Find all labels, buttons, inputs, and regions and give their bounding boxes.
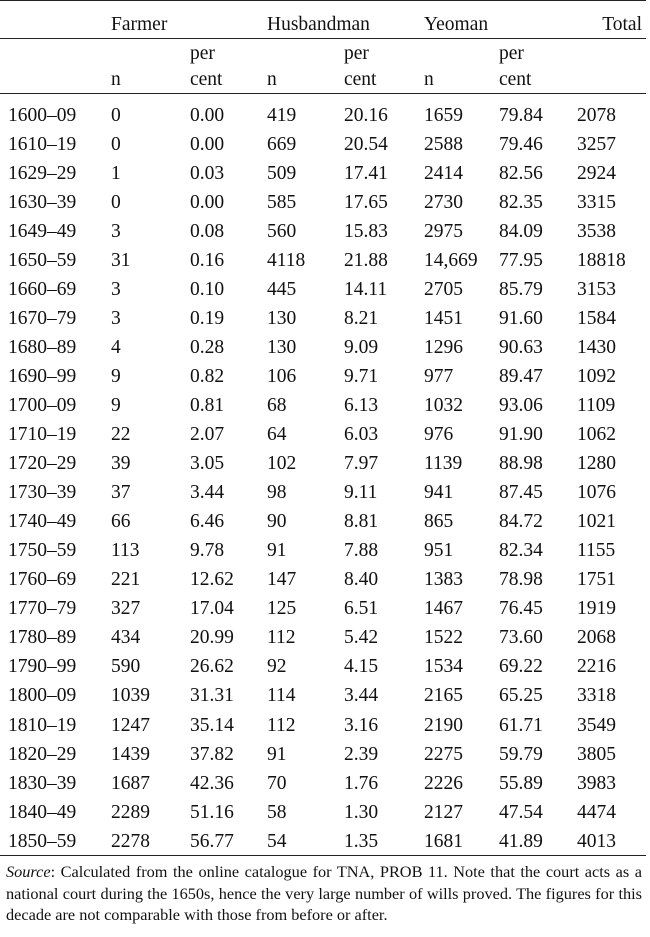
total-cell: 3983: [577, 772, 617, 794]
decade-cell: 1630–39: [8, 191, 77, 213]
farmer-pct-cell: 20.99: [190, 627, 234, 649]
farmer-n-cell: 0: [111, 104, 121, 126]
farmer-pct-cell: 35.14: [190, 714, 234, 736]
husbandman-pct-cell: 1.76: [344, 772, 379, 794]
farmer-n-cell: 31: [111, 249, 131, 271]
yeoman-n-cell: 2127: [424, 801, 463, 823]
husbandman-n-cell: 125: [267, 598, 297, 620]
husbandman-n-cell: 92: [267, 656, 287, 678]
total-cell: 4474: [577, 801, 617, 823]
husbandman-pct-cell: 9.71: [344, 365, 379, 387]
table-row: [0, 503, 646, 532]
husbandman-n-cell: 112: [267, 627, 296, 649]
yeoman-pct-cell: 69.22: [499, 656, 543, 678]
table-row: [0, 183, 646, 212]
farmer-pct-cell: 0.08: [190, 220, 225, 242]
farmer-pct-cell: 0.03: [190, 162, 225, 184]
husbandman-n-cell: 91: [267, 743, 287, 765]
farmer-n-cell: 3: [111, 307, 121, 329]
total-cell: 18818: [577, 249, 626, 271]
total-cell: 3318: [577, 685, 617, 707]
husbandman-pct-cell: 3.44: [344, 685, 379, 707]
husbandman-n-cell: 102: [267, 453, 297, 475]
table-row: [0, 212, 646, 241]
yeoman-n-cell: 865: [424, 511, 454, 533]
yeoman-pct-cell: 77.95: [499, 249, 543, 271]
husbandman-n-cell: 58: [267, 801, 287, 823]
source-note-text: : Calculated from the online catalogue for TNA, PROB 11. Note that the court acts as a national court during the 1650s, hence the very large number of wills proved. The figures for this decade are not comparable with those from before or after.: [6, 862, 642, 925]
farmer-n-header: n: [103, 63, 182, 94]
farmer-n-cell: 0: [111, 191, 121, 213]
yeoman-pct-cell: 41.89: [491, 822, 569, 856]
yeoman-n-cell: 14,669: [424, 249, 478, 271]
husbandman-n-cell: 68: [267, 395, 287, 417]
decade-cell: 1690–99: [8, 365, 77, 387]
decade-cell: 1740–49: [8, 511, 77, 533]
table-row: [0, 125, 646, 154]
total-cell: 1584: [577, 307, 617, 329]
yeoman-pct-cell: 78.98: [499, 569, 543, 591]
farmer-pct-cell: 0.00: [190, 133, 225, 155]
table-row: [0, 270, 646, 299]
husbandman-n-cell: 669: [267, 133, 297, 155]
yeoman-n-cell: 1451: [424, 307, 463, 329]
farmer-n-cell: 66: [111, 511, 131, 533]
total-cell: 1076: [577, 482, 617, 504]
husbandman-n-cell: 106: [267, 365, 297, 387]
farmer-pct-cell: 3.44: [190, 482, 225, 504]
husbandman-pct-cell: 6.51: [344, 598, 379, 620]
husbandman-pct-cell: 7.97: [344, 453, 379, 475]
decade-cell: 1760–69: [8, 569, 77, 591]
yeoman-n-cell: 2730: [424, 191, 463, 213]
husbandman-n-cell: 4118: [267, 249, 306, 271]
source-label: Source: [6, 862, 51, 882]
farmer-pct-cell: 0.16: [190, 249, 225, 271]
farmer-n-cell: 1247: [111, 714, 150, 736]
total-cell: 4013: [569, 822, 646, 856]
farmer-pct-cell: 0.82: [190, 365, 225, 387]
farmer-pct-cell: 0.00: [190, 191, 225, 213]
table-row: [0, 648, 646, 677]
yeoman-per-header: per: [499, 42, 524, 64]
decade-cell: 1800–09: [8, 685, 77, 707]
table-row: [0, 474, 646, 503]
husbandman-n-cell: 445: [267, 278, 297, 300]
decade-cell: 1730–39: [8, 482, 77, 504]
yeoman-pct-cell: 82.34: [499, 540, 543, 562]
decade-cell: 1850–59: [0, 822, 103, 856]
husbandman-pct-cell: 9.11: [344, 482, 378, 504]
yeoman-n-cell: 1296: [424, 336, 463, 358]
total-cell: 3153: [577, 278, 617, 300]
farmer-pct-cell: 0.81: [190, 395, 225, 417]
farmer-n-cell: 0: [111, 133, 121, 155]
yeoman-n-cell: 1383: [424, 569, 463, 591]
farmer-pct-cell: 0.28: [190, 336, 225, 358]
decade-cell: 1810–19: [8, 714, 77, 736]
husbandman-pct-cell: 21.88: [344, 249, 388, 271]
yeoman-n-cell: 2226: [424, 772, 463, 794]
husbandman-pct-cell: 20.54: [344, 133, 388, 155]
farmer-header: Farmer: [103, 1, 259, 39]
husbandman-pct-cell: 9.09: [344, 336, 379, 358]
table-row: [0, 793, 646, 822]
yeoman-pct-cell: 76.45: [499, 598, 543, 620]
total-cell: 1280: [577, 453, 617, 475]
farmer-n-cell: 327: [111, 598, 141, 620]
table-row: [0, 357, 646, 386]
husbandman-per-header: per: [344, 42, 369, 64]
table-row: [0, 416, 646, 445]
husbandman-pct-cell: 1.35: [336, 822, 416, 856]
table-row: [0, 619, 646, 648]
group-header-row: [0, 1, 646, 39]
husbandman-pct-cell: 8.21: [344, 307, 379, 329]
farmer-pct-cell: 0.00: [190, 104, 225, 126]
table-row: [0, 561, 646, 590]
husbandman-header: Husbandman: [259, 1, 416, 39]
decade-cell: 1670–79: [8, 307, 77, 329]
farmer-n-cell: 1687: [111, 772, 150, 794]
husbandman-n-cell: 70: [267, 772, 287, 794]
yeoman-n-cell: 2414: [424, 162, 463, 184]
husbandman-n-header: n: [259, 63, 336, 94]
total-cell: 3538: [577, 220, 617, 242]
husbandman-n-cell: 509: [267, 162, 297, 184]
yeoman-pct-cell: 87.45: [499, 482, 543, 504]
total-cell: 1919: [577, 598, 617, 620]
husbandman-n-cell: 147: [267, 569, 297, 591]
husbandman-n-cell: 54: [259, 822, 336, 856]
total-cell: 1155: [577, 540, 616, 562]
husbandman-n-cell: 560: [267, 220, 297, 242]
husbandman-pct-cell: 15.83: [344, 220, 388, 242]
table-row: [0, 706, 646, 735]
farmer-pct-cell: 6.46: [190, 511, 225, 533]
husbandman-n-cell: 130: [267, 307, 297, 329]
decade-cell: 1750–59: [8, 540, 77, 562]
farmer-pct-cell: 12.62: [190, 569, 234, 591]
total-cell: 1021: [577, 511, 617, 533]
table-row: [0, 735, 646, 764]
table-row: [0, 328, 646, 357]
total-header: Total: [569, 1, 646, 39]
farmer-n-cell: 22: [111, 424, 131, 446]
husbandman-cent-header: cent: [336, 63, 416, 94]
yeoman-n-cell: 1467: [424, 598, 463, 620]
yeoman-n-cell: 977: [424, 365, 454, 387]
total-cell: 3257: [577, 133, 617, 155]
yeoman-n-cell: 1032: [424, 395, 463, 417]
husbandman-n-cell: 419: [267, 104, 297, 126]
decade-cell: 1649–49: [8, 220, 77, 242]
yeoman-n-header: n: [416, 63, 491, 94]
farmer-pct-cell: 56.77: [182, 822, 259, 856]
yeoman-pct-cell: 91.60: [499, 307, 543, 329]
yeoman-pct-cell: 84.09: [499, 220, 543, 242]
sub-header-row-bottom: [0, 63, 646, 94]
yeoman-n-cell: 1139: [424, 453, 463, 475]
yeoman-pct-cell: 91.90: [499, 424, 543, 446]
farmer-pct-cell: 0.19: [190, 307, 225, 329]
yeoman-n-cell: 2275: [424, 743, 463, 765]
yeoman-n-cell: 1681: [416, 822, 491, 856]
table-body: [0, 94, 646, 856]
table-row: [0, 386, 646, 415]
yeoman-pct-cell: 61.71: [499, 714, 543, 736]
farmer-pct-cell: 2.07: [190, 424, 225, 446]
total-cell: 1109: [577, 395, 616, 417]
total-cell: 1430: [577, 336, 617, 358]
yeoman-n-cell: 2165: [424, 685, 463, 707]
husbandman-pct-cell: 6.13: [344, 395, 379, 417]
husbandman-pct-cell: 1.30: [344, 801, 379, 823]
husbandman-pct-cell: 8.40: [344, 569, 379, 591]
farmer-pct-cell: 0.10: [190, 278, 225, 300]
decade-cell: 1600–09: [8, 104, 77, 126]
decade-cell: 1710–19: [8, 424, 77, 446]
decade-header-blank: [0, 1, 103, 39]
husbandman-pct-cell: 4.15: [344, 656, 379, 678]
husbandman-pct-cell: 5.42: [344, 627, 379, 649]
farmer-n-cell: 9: [111, 365, 121, 387]
yeoman-n-cell: 2705: [424, 278, 463, 300]
total-cell: 2078: [577, 104, 617, 126]
yeoman-n-cell: 1522: [424, 627, 463, 649]
yeoman-n-cell: 2588: [424, 133, 463, 155]
farmer-n-cell: 590: [111, 656, 141, 678]
sub-header-row-top: [0, 39, 646, 64]
husbandman-pct-cell: 6.03: [344, 424, 379, 446]
decade-cell: 1700–09: [8, 395, 77, 417]
yeoman-pct-cell: 47.54: [499, 801, 543, 823]
total-cell: 1092: [577, 365, 617, 387]
husbandman-n-cell: 91: [267, 540, 287, 562]
decade-cell: 1820–29: [8, 743, 77, 765]
decade-cell: 1650–59: [8, 249, 77, 271]
yeoman-n-cell: 941: [424, 482, 454, 504]
husbandman-n-cell: 112: [267, 714, 296, 736]
husbandman-n-cell: 130: [267, 336, 297, 358]
table-row: [0, 677, 646, 706]
decade-cell: 1680–89: [8, 336, 77, 358]
yeoman-n-cell: 1659: [424, 104, 463, 126]
yeoman-n-cell: 1534: [424, 656, 463, 678]
husbandman-n-cell: 64: [267, 424, 287, 446]
yeoman-n-cell: 2190: [424, 714, 463, 736]
farmer-pct-cell: 42.36: [190, 772, 234, 794]
decade-cell: 1610–19: [8, 133, 77, 155]
total-cell: 2924: [577, 162, 617, 184]
husbandman-n-cell: 114: [267, 685, 296, 707]
decade-cell: 1780–89: [8, 627, 77, 649]
husbandman-n-cell: 98: [267, 482, 287, 504]
farmer-n-cell: 39: [111, 453, 131, 475]
decade-cell: 1720–29: [8, 453, 77, 475]
table-row: [0, 590, 646, 619]
total-cell: 2068: [577, 627, 617, 649]
table-row: [0, 241, 646, 270]
husbandman-pct-cell: 8.81: [344, 511, 379, 533]
total-cell: 2216: [577, 656, 617, 678]
yeoman-n-cell: 951: [424, 540, 454, 562]
table-row: [0, 822, 646, 856]
yeoman-pct-cell: 89.47: [499, 365, 543, 387]
total-cell: 1751: [577, 569, 617, 591]
yeoman-pct-cell: 84.72: [499, 511, 543, 533]
yeoman-pct-cell: 90.63: [499, 336, 543, 358]
farmer-n-cell: 1039: [111, 685, 150, 707]
farmer-n-cell: 1: [111, 162, 121, 184]
farmer-n-cell: 3: [111, 278, 121, 300]
yeoman-pct-cell: 85.79: [499, 278, 543, 300]
table-row: [0, 299, 646, 328]
table-row: [0, 154, 646, 183]
husbandman-pct-cell: 2.39: [344, 743, 379, 765]
yeoman-pct-cell: 65.25: [499, 685, 543, 707]
yeoman-cent-header: cent: [491, 63, 569, 94]
husbandman-pct-cell: 17.65: [344, 191, 388, 213]
decade-cell: 1830–39: [8, 772, 77, 794]
farmer-n-cell: 2289: [111, 801, 150, 823]
table-row: [0, 532, 646, 561]
decade-cell: 1629–29: [8, 162, 77, 184]
husbandman-pct-cell: 17.41: [344, 162, 388, 184]
yeoman-pct-cell: 55.89: [499, 772, 543, 794]
farmer-n-cell: 3: [111, 220, 121, 242]
husbandman-n-cell: 585: [267, 191, 297, 213]
husbandman-pct-cell: 7.88: [344, 540, 379, 562]
yeoman-n-cell: 2975: [424, 220, 463, 242]
yeoman-pct-cell: 73.60: [499, 627, 543, 649]
decade-cell: 1770–79: [8, 598, 77, 620]
yeoman-header: Yeoman: [416, 1, 569, 39]
husbandman-pct-cell: 3.16: [344, 714, 379, 736]
farmer-n-cell: 113: [111, 540, 140, 562]
farmer-n-cell: 4: [111, 336, 121, 358]
table-row: [0, 764, 646, 793]
total-cell: 3315: [577, 191, 617, 213]
yeoman-pct-cell: 88.98: [499, 453, 543, 475]
yeoman-pct-cell: 79.84: [499, 104, 543, 126]
farmer-per-header: per: [190, 42, 215, 64]
yeoman-pct-cell: 59.79: [499, 743, 543, 765]
table-row: [0, 94, 646, 126]
total-cell: 3549: [577, 714, 617, 736]
yeoman-pct-cell: 82.35: [499, 191, 543, 213]
farmer-n-cell: 434: [111, 627, 141, 649]
farmer-n-cell: 2278: [103, 822, 182, 856]
farmer-cent-header: cent: [182, 63, 259, 94]
farmer-pct-cell: 26.62: [190, 656, 234, 678]
yeoman-pct-cell: 82.56: [499, 162, 543, 184]
table-row: [0, 445, 646, 474]
farmer-pct-cell: 9.78: [190, 540, 225, 562]
yeoman-n-cell: 976: [424, 424, 454, 446]
decade-cell: 1790–99: [8, 656, 77, 678]
yeoman-pct-cell: 79.46: [499, 133, 543, 155]
source-note: [6, 861, 642, 926]
farmer-n-cell: 221: [111, 569, 141, 591]
farmer-pct-cell: 37.82: [190, 743, 234, 765]
farmer-pct-cell: 51.16: [190, 801, 234, 823]
husbandman-pct-cell: 14.11: [344, 278, 388, 300]
husbandman-pct-cell: 20.16: [344, 104, 388, 126]
decade-cell: 1840–49: [8, 801, 77, 823]
total-cell: 1062: [577, 424, 617, 446]
farmer-pct-cell: 31.31: [190, 685, 234, 707]
yeoman-pct-cell: 93.06: [499, 395, 543, 417]
decade-cell: 1660–69: [8, 278, 77, 300]
farmer-n-cell: 9: [111, 395, 121, 417]
husbandman-n-cell: 90: [267, 511, 287, 533]
farmer-n-cell: 37: [111, 482, 131, 504]
total-cell: 3805: [577, 743, 617, 765]
farmer-pct-cell: 17.04: [190, 598, 234, 620]
farmer-n-cell: 1439: [111, 743, 150, 765]
farmer-pct-cell: 3.05: [190, 453, 225, 475]
